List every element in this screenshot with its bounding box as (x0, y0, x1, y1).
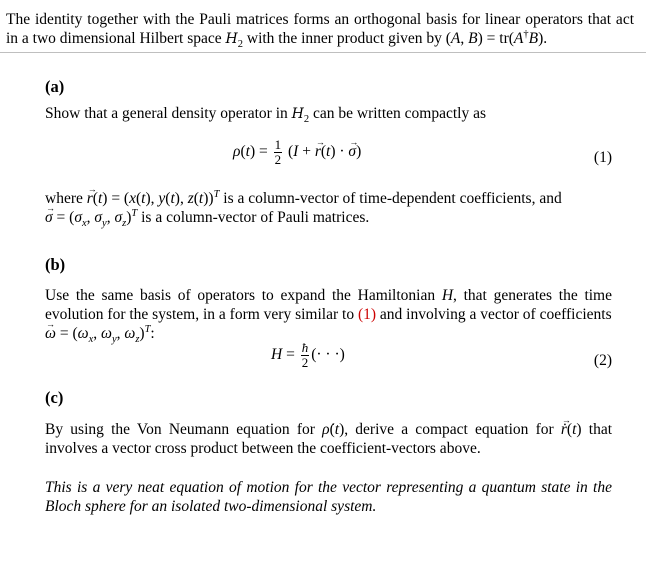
equation-number-2: (2) (593, 352, 612, 369)
density-operator-formula: ρ(t) = $\frac{1}{2}$ (I + → r(t) · → σ) (233, 138, 361, 167)
inner-product-formula: (A, B) = tr(A†B). (445, 28, 548, 47)
part-b-text-2: , that generates the time evolution for the system, in a form very similar to (45, 287, 612, 323)
part-b-text-1: Use the same basis of operators to expand the Hamiltonian (45, 287, 442, 304)
part-b-text-3: and involving a vector of coefficients (376, 306, 612, 323)
equation-2 (45, 341, 612, 381)
part-a-label: (a) (45, 77, 65, 96)
equation-1 (45, 138, 612, 178)
part-c-text-2: , derive a compact equation for (344, 421, 561, 438)
hamiltonian-formula: H = $\frac{ħ}{2}$ (· · ·) (271, 340, 345, 370)
hilbert-space-symbol: H (225, 31, 238, 47)
divider (0, 52, 646, 53)
part-a-text: Show that a general density operator in (45, 105, 292, 122)
part-a-statement: Show that a general density operator in $H_2$ can be written compactly as (45, 105, 486, 126)
part-b-label: (b) (45, 255, 66, 274)
equation-number-1: (1) (593, 149, 612, 166)
part-c-statement: By using the Von Neumann equation for ρ̇(t), derive a compact equation for → ṙ(t) that involves a vector cross product between the coefficient-vectors above. (45, 420, 612, 458)
part-a-definitions: where → r(t) = (x(t), y(t), z(t))$^T$ is a column-vector of time-dependent coefficients, and → $\sigma = (\sigma_x$, $\sigma_y$, $\sigma_z)^T$ is a column-vector of Pauli matrices. (45, 189, 612, 227)
intro-text: The identity together with the Pauli matrices forms an orthogonal basis for linear operators that act in a two dimensional Hilbert space (6, 11, 634, 47)
part-c-label: (c) (45, 388, 64, 407)
closing-note: This is a very neat equation of motion for the vector representing a quantum state in the Bloch sphere for an isolated two-dimensional system. (45, 479, 612, 515)
part-a-text-end: can be written compactly as (309, 105, 486, 122)
where-text: where (45, 190, 87, 207)
part-b-statement: Use the same basis of operators to expand the Hamiltonian H, that generates the time evolution for the system, in a form very similar to (1) and involving a vector of coefficients → $\omega = (\omega_x$, $\omega_y$, $\omega_z)^T$: (45, 286, 612, 343)
equation-reference-link[interactable]: (1) (357, 306, 377, 323)
part-c-text-3: that involves a vector cross product between the coefficient-vectors above. (45, 421, 613, 457)
intro-paragraph: The identity together with the Pauli matrices forms an orthogonal basis for linear operators that act in a two dimensional Hilbert space $H_2$ with the inner product given by (A, B) = tr(A†B). (6, 11, 634, 51)
part-c-text-1: By using the Von Neumann equation for (45, 421, 323, 438)
intro-text-continued: with the inner product given by (243, 30, 446, 47)
pauli-description: is a column-vector of Pauli matrices. (137, 209, 370, 226)
coefficients-description: is a column-vector of time-dependent coefficients, and (219, 190, 562, 207)
